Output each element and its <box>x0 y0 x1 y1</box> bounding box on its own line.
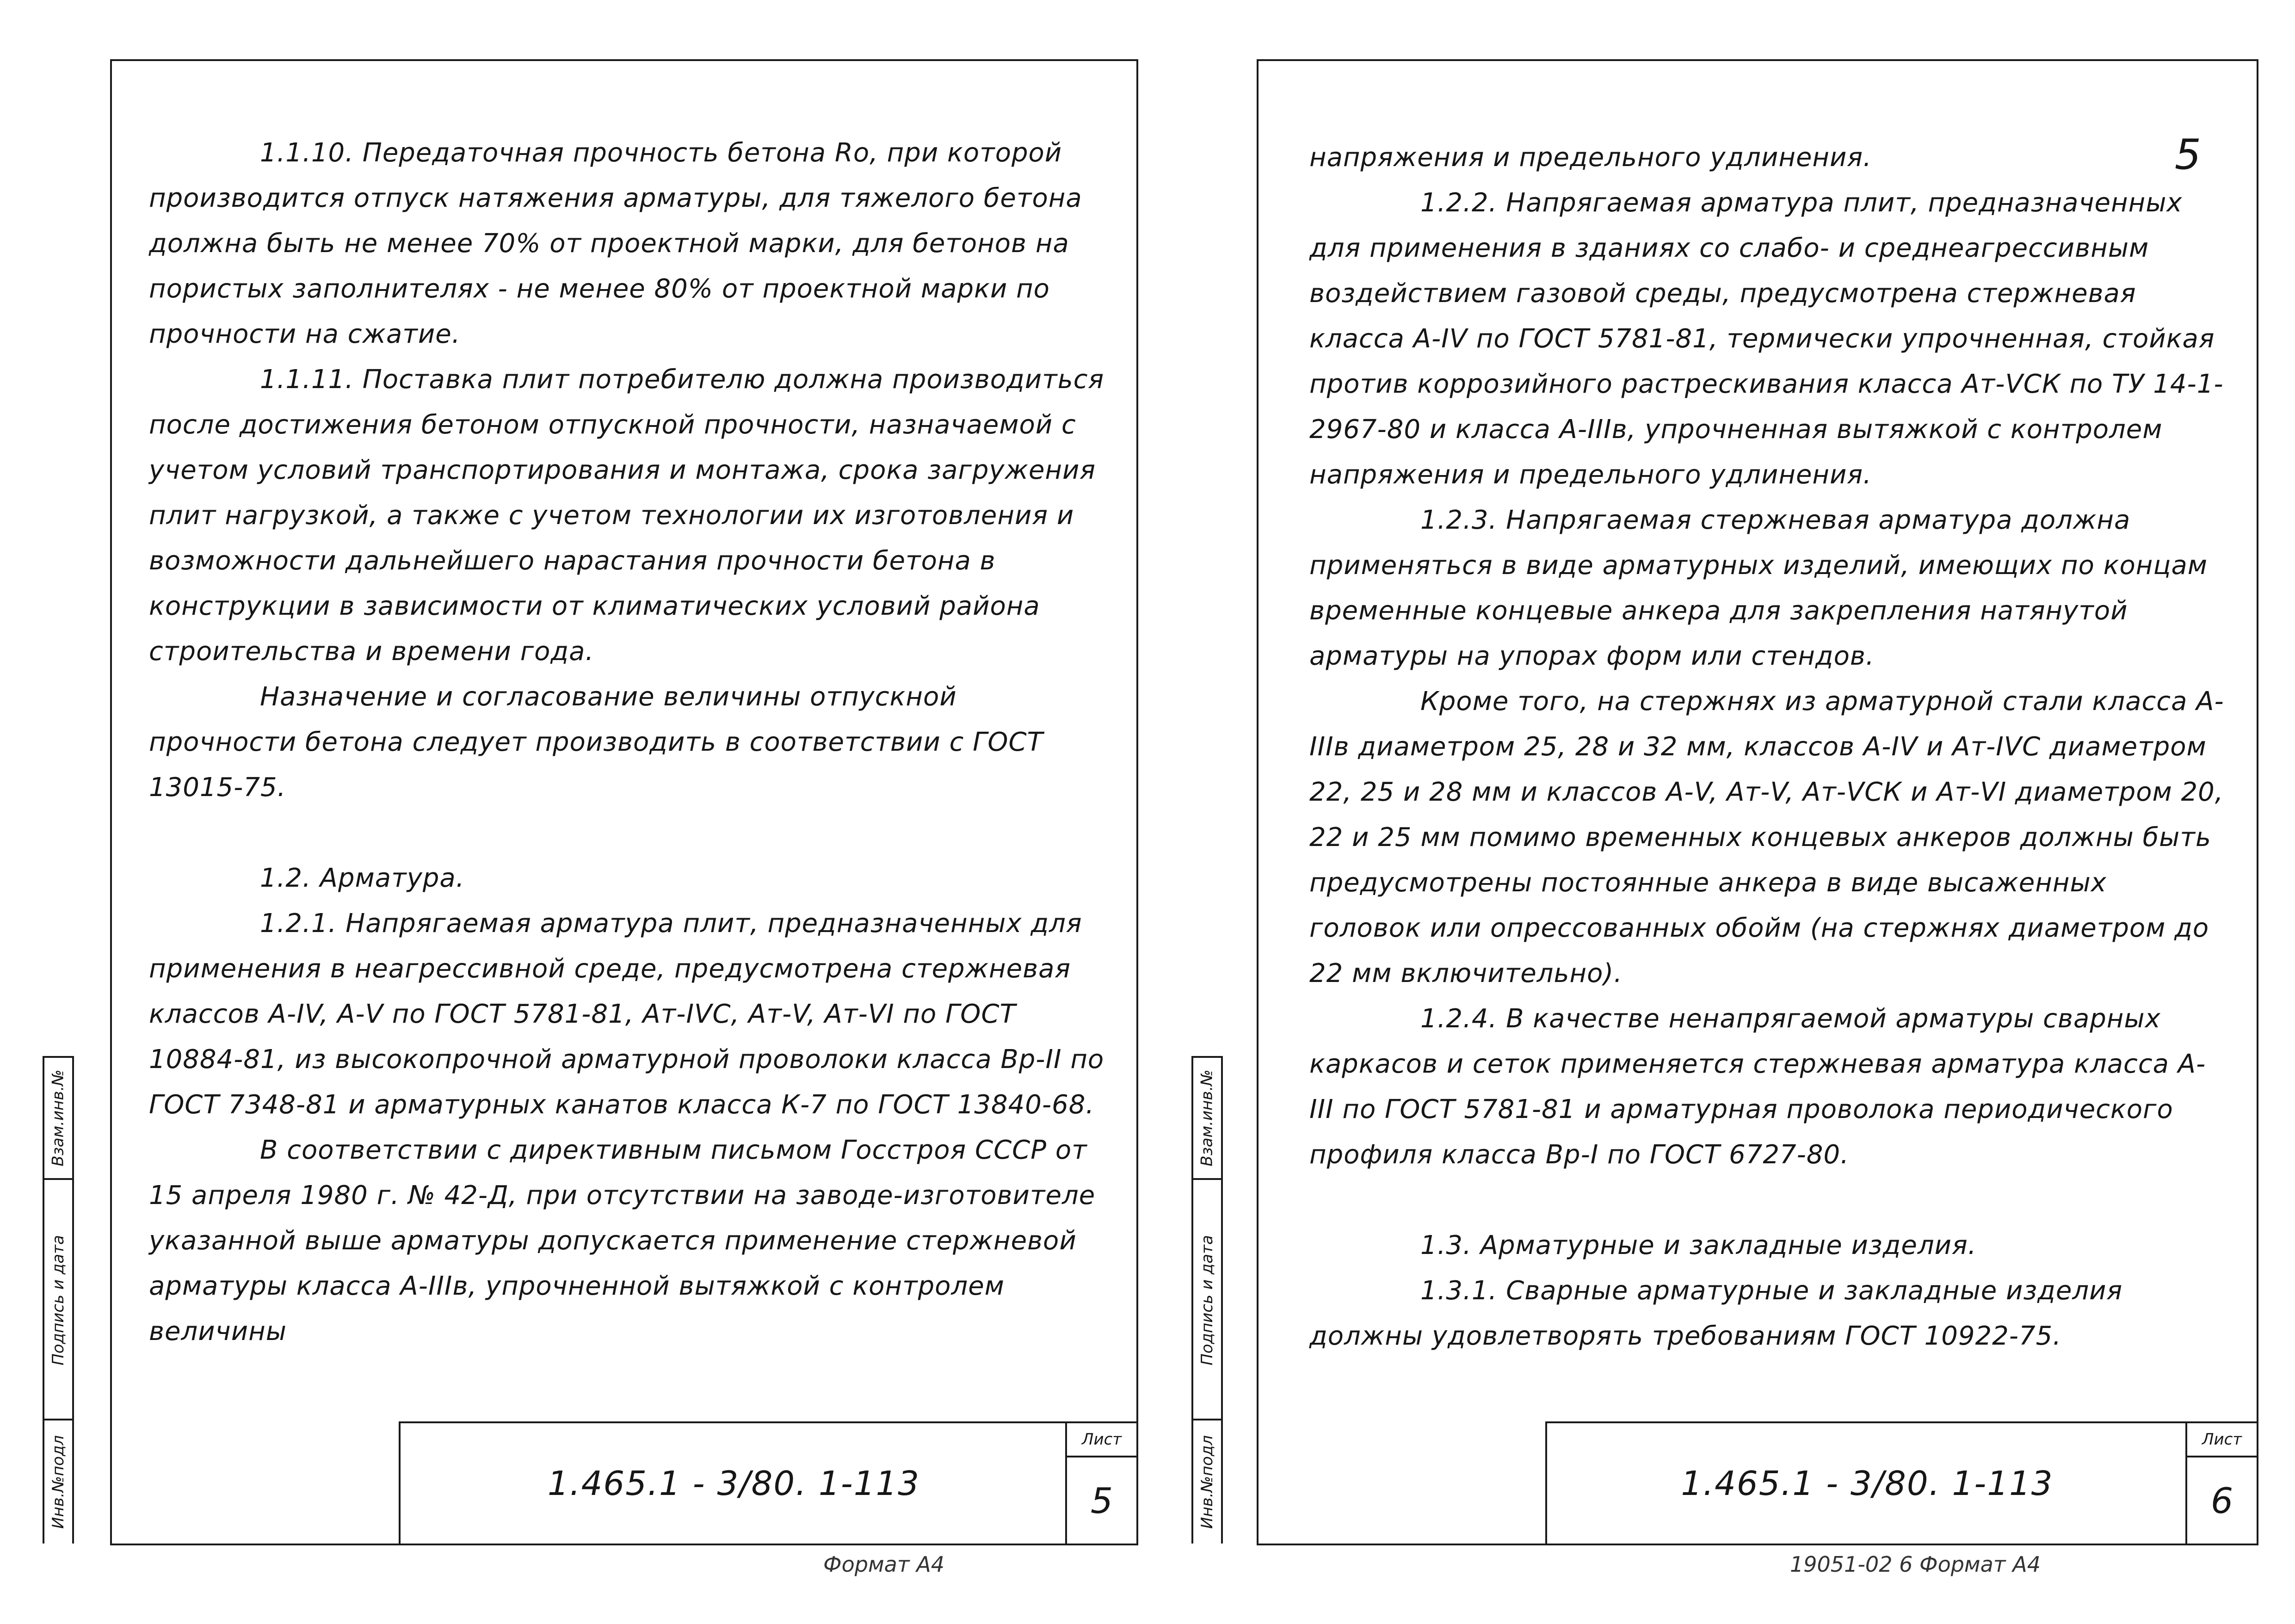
stamp-label: Взам.инв.№ <box>1198 1069 1217 1167</box>
stamp-label: Инв.№подл <box>49 1435 68 1529</box>
page-text <box>149 130 1109 1354</box>
side-stamp <box>1191 1056 1223 1544</box>
paragraph-1-1-10: 1.1.10. Передаточная прочность бетона Ro, при которой производится отпуск натяжения арматуры, для тяжелого бетона должна быть не менее 70% от проектной марки, для бетонов на пористых заполнителях - не менее 80% от проектной марки по прочности на сжатие. <box>149 138 1082 349</box>
paragraph-directive: В соответствии с директивным письмом Госстроя СССР от 15 апреля 1980 г. № 42-Д, при отсутствии на заводе-изготовителе указанной выше арматуры допускается применение стержневой арматуры класса А-IIIв, упрочненной вытяжкой с контролем величины <box>149 1135 1096 1346</box>
stamp-label: Подпись и дата <box>1198 1235 1217 1365</box>
stamp-cell-inv <box>44 1419 72 1544</box>
sheet-label: Лист <box>1067 1423 1136 1457</box>
stamp-cell-replace <box>1193 1058 1221 1178</box>
sheet-number: 6 <box>2210 1480 2233 1521</box>
document-code: 1.465.1 - 3/80. 1-113 <box>547 1464 920 1503</box>
page-mark: 5 <box>2174 130 2201 179</box>
stamp-label: Подпись и дата <box>49 1235 68 1365</box>
sheet-label: Лист <box>2187 1423 2257 1457</box>
section-heading-reinforcement: 1.2. Арматура. <box>260 863 465 893</box>
title-block <box>399 1421 1136 1544</box>
sheet-number-box <box>1065 1423 1136 1544</box>
stamp-cell-replace <box>44 1058 72 1178</box>
document-code: 1.465.1 - 3/80. 1-113 <box>1681 1464 2054 1503</box>
document-page-right <box>1198 59 2258 1545</box>
footer-format: Формат А4 <box>823 1552 944 1577</box>
stamp-cell-sign <box>44 1178 72 1420</box>
document-page-left <box>49 59 1138 1545</box>
sheet-number: 5 <box>1090 1480 1113 1521</box>
stamp-label: Взам.инв.№ <box>49 1069 68 1167</box>
paragraph-additional-anchors: Кроме того, на стержнях из арматурной стали класса А-IIIв диаметром 25, 28 и 32 мм, классов А-IV и Ат-IVС диаметром 22, 25 и 28 мм и классов А-V, Ат-V, Ат-VСК и Ат-VI диаметром 20, 22 и 25 мм помимо временных концевых анкеров должны быть предусмотрены постоянные анкера в виде высаженных головок или опрессованных обойм (на стержнях диаметром до 22 мм включительно). <box>1309 686 2224 988</box>
stamp-cell-inv <box>1193 1419 1221 1544</box>
paragraph-1-2-4: 1.2.4. В качестве ненапрягаемой арматуры сварных каркасов и сеток применяется стержневая арматура класса А-III по ГОСТ 5781-81 и арматурная проволока периодического профиля класса Вр-I по ГОСТ 6727-80. <box>1309 1004 2206 1170</box>
page-text <box>1309 135 2224 1359</box>
section-heading-embedded-items: 1.3. Арматурные и закладные изделия. <box>1420 1230 1977 1260</box>
paragraph-assignment: Назначение и согласование величины отпускной прочности бетона следует производить в соответствии с ГОСТ 13015-75. <box>149 682 1043 803</box>
side-stamp <box>43 1056 74 1544</box>
stamp-cell-sign <box>1193 1178 1221 1420</box>
paragraph-1-2-3: 1.2.3. Напрягаемая стержневая арматура должна применяться в виде арматурных изделий, имеющих по концам временные концевые анкера для закрепления натянутой арматуры на упорах форм или стендов. <box>1309 505 2208 671</box>
paragraph-1-3-1: 1.3.1. Сварные арматурные и закладные изделия должны удовлетворять требованиям ГОСТ 10922-75. <box>1309 1276 2123 1351</box>
footer-format: 19051-02 6 Формат А4 <box>1790 1552 2041 1577</box>
paragraph-1-2-2: 1.2.2. Напрягаемая арматура плит, предназначенных для применения в зданиях со слабо- и среднеагрессивным воздействием газовой среды, предусмотрена стержневая класса А-IV по ГОСТ 5781-81, термически упрочненная, стойкая против коррозийного растрескивания класса Ат-VСК по ТУ 14-1-2967-80 и класса А-IIIв, упрочненная вытяжкой с контролем напряжения и предельного удлинения. <box>1309 188 2224 490</box>
sheet-number-box <box>2185 1423 2257 1544</box>
paragraph-1-1-11: 1.1.11. Поставка плит потребителю должна производиться после достижения бетоном отпускной прочности, назначаемой с учетом условий транспортирования и монтажа, срока загружения плит нагрузкой, а также с учетом технологии их изготовления и возможности дальнейшего нарастания прочности бетона в конструкции в зависимости от климатических условий района строительства и времени года. <box>149 364 1104 667</box>
stamp-label: Инв.№подл <box>1198 1435 1217 1529</box>
paragraph-1-2-1: 1.2.1. Напрягаемая арматура плит, предназначенных для применения в неагрессивной среде, предусмотрена стержневая классов А-IV, А-V по ГОСТ 5781-81, Ат-IVС, Ат-V, Ат-VI по ГОСТ 10884-81, из высокопрочной арматурной проволоки класса Вр-II по ГОСТ 7348-81 и арматурных канатов класса К-7 по ГОСТ 13840-68. <box>149 908 1104 1120</box>
paragraph-continuation: напряжения и предельного удлинения. <box>1309 142 1872 173</box>
title-block <box>1545 1421 2257 1544</box>
